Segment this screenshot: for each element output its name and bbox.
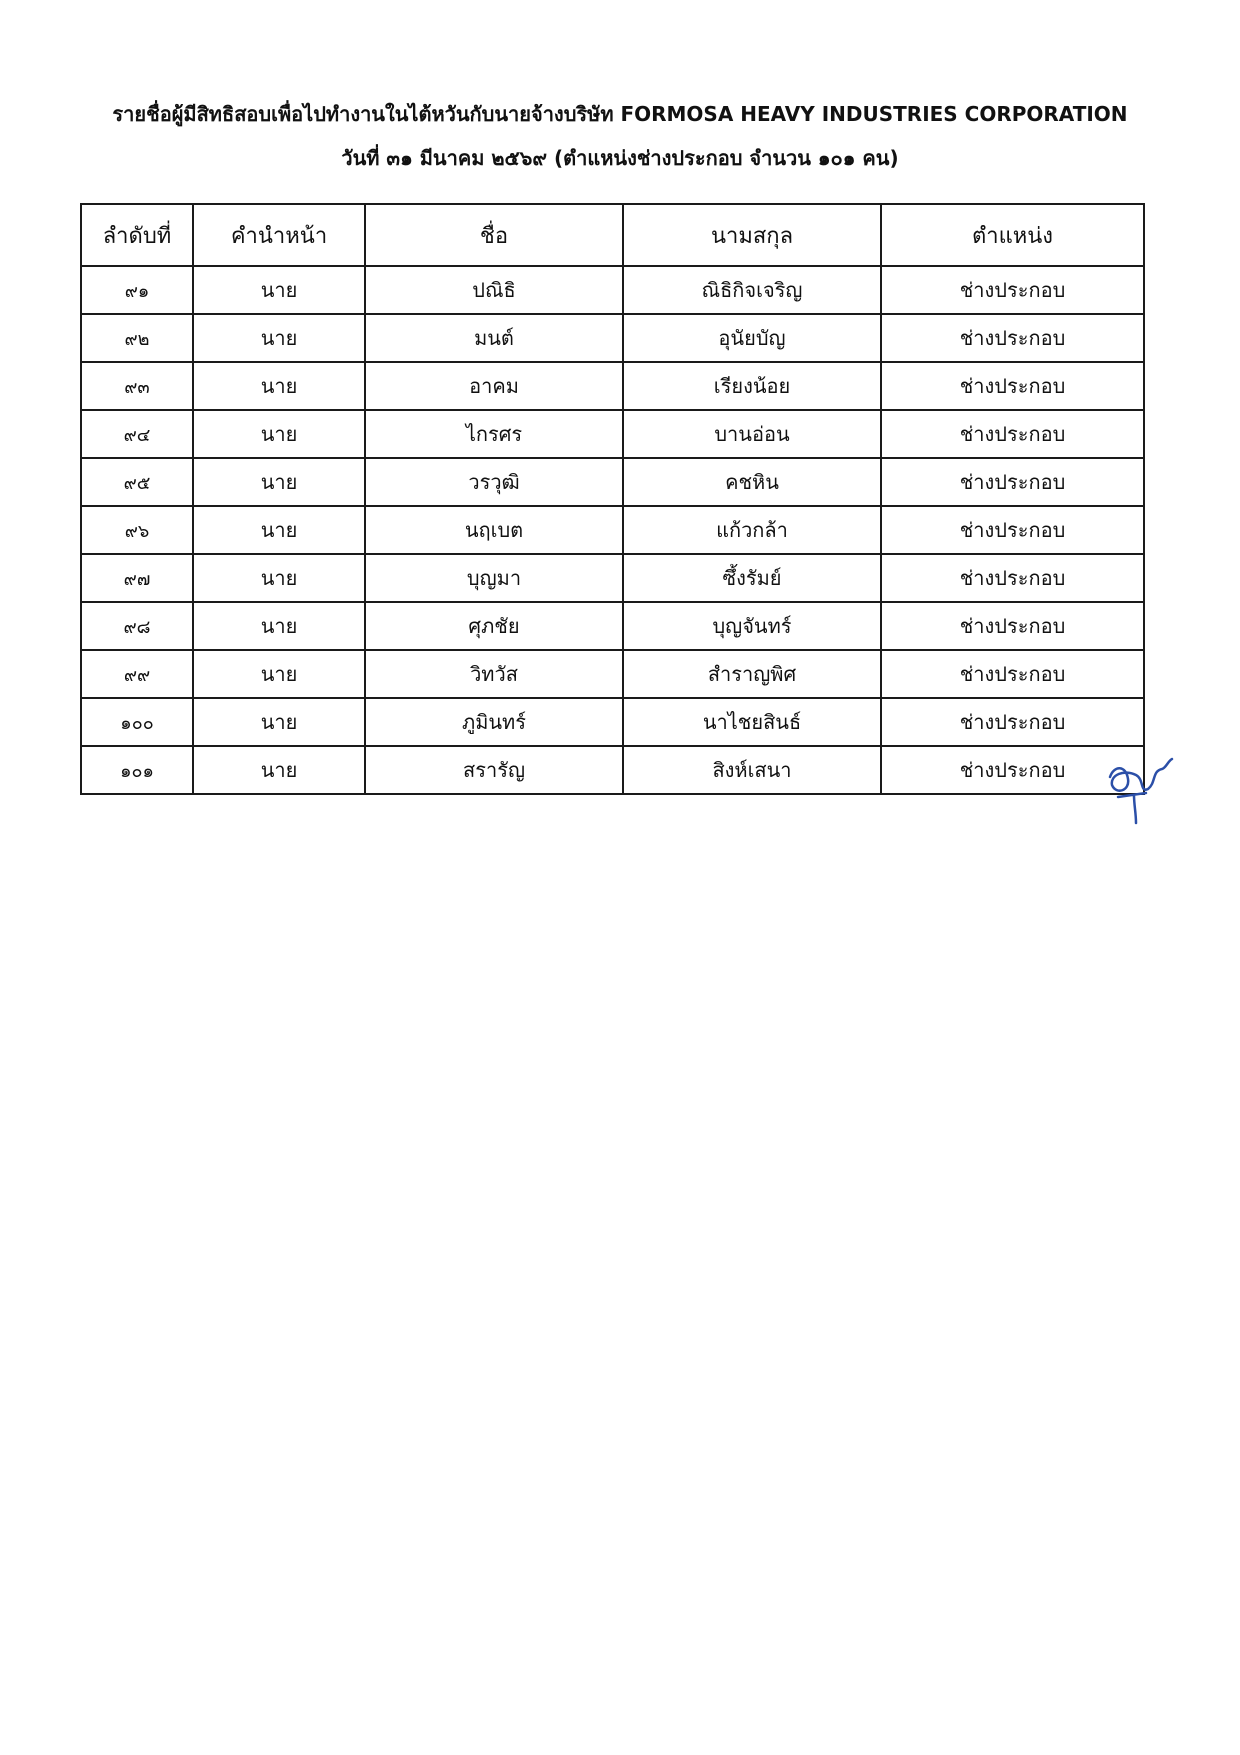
row-prefix: นาย: [193, 602, 365, 650]
table-row: [81, 266, 1144, 314]
row-last-name: บานอ่อน: [623, 410, 881, 458]
row-number: ๙๖: [81, 506, 193, 554]
row-position: ช่างประกอบ: [881, 458, 1144, 506]
signature-stroke: [1110, 759, 1172, 823]
row-last-name: แก้วกล้า: [623, 506, 881, 554]
row-position: ช่างประกอบ: [881, 506, 1144, 554]
table-row: [81, 554, 1144, 602]
row-prefix: นาย: [193, 554, 365, 602]
row-first-name: บุญมา: [365, 554, 623, 602]
row-number: ๑๐๐: [81, 698, 193, 746]
row-number: ๙๑: [81, 266, 193, 314]
table-row: [81, 458, 1144, 506]
row-position: ช่างประกอบ: [881, 410, 1144, 458]
header-position: ตำแหน่ง: [881, 204, 1144, 266]
table-row: [81, 410, 1144, 458]
row-first-name: วิทวัส: [365, 650, 623, 698]
candidate-table: [80, 203, 1145, 795]
row-last-name: คชหิน: [623, 458, 881, 506]
row-number: ๙๕: [81, 458, 193, 506]
row-prefix: นาย: [193, 458, 365, 506]
row-prefix: นาย: [193, 746, 365, 794]
row-last-name: ณิธิกิจเจริญ: [623, 266, 881, 314]
row-prefix: นาย: [193, 410, 365, 458]
row-first-name: ปณิธิ: [365, 266, 623, 314]
row-first-name: วรวุฒิ: [365, 458, 623, 506]
row-number: ๙๘: [81, 602, 193, 650]
row-prefix: นาย: [193, 266, 365, 314]
row-number: ๑๐๑: [81, 746, 193, 794]
row-first-name: ไกรศร: [365, 410, 623, 458]
table-row: [81, 698, 1144, 746]
row-first-name: สรารัญ: [365, 746, 623, 794]
row-last-name: บุญจันทร์: [623, 602, 881, 650]
row-prefix: นาย: [193, 362, 365, 410]
row-number: ๙๒: [81, 314, 193, 362]
header-last-name: นามสกุล: [623, 204, 881, 266]
header-no: ลำดับที่: [81, 204, 193, 266]
row-last-name: นาไชยสินธ์: [623, 698, 881, 746]
row-first-name: ศุภชัย: [365, 602, 623, 650]
row-prefix: นาย: [193, 314, 365, 362]
row-number: ๙๓: [81, 362, 193, 410]
row-last-name: สิงห์เสนา: [623, 746, 881, 794]
document-subtitle: วันที่ ๓๑ มีนาคม ๒๕๖๙ (ตำแหน่งช่างประกอบ จำนวน ๑๐๑ คน): [341, 146, 899, 170]
row-first-name: ภูมินทร์: [365, 698, 623, 746]
row-prefix: นาย: [193, 698, 365, 746]
table-row: [81, 506, 1144, 554]
row-position: ช่างประกอบ: [881, 314, 1144, 362]
row-position: ช่างประกอบ: [881, 266, 1144, 314]
row-first-name: มนต์: [365, 314, 623, 362]
row-number: ๙๗: [81, 554, 193, 602]
row-position: ช่างประกอบ: [881, 650, 1144, 698]
row-number: ๙๙: [81, 650, 193, 698]
row-position: ช่างประกอบ: [881, 698, 1144, 746]
row-prefix: นาย: [193, 650, 365, 698]
table-row: [81, 362, 1144, 410]
row-last-name: ซึ้งรัมย์: [623, 554, 881, 602]
header-first-name: ชื่อ: [365, 204, 623, 266]
document-title: รายชื่อผู้มีสิทธิสอบเพื่อไปทำงานในไต้หวันกับนายจ้างบริษัท FORMOSA HEAVY INDUSTRIES CORPORATION: [112, 102, 1128, 126]
row-last-name: อุนัยบัญ: [623, 314, 881, 362]
row-last-name: เรียงน้อย: [623, 362, 881, 410]
table-row: [81, 314, 1144, 362]
table-header-row: [81, 204, 1144, 266]
table-row: [81, 746, 1144, 794]
row-last-name: สำราญพิศ: [623, 650, 881, 698]
row-first-name: นฤเบต: [365, 506, 623, 554]
handwritten-signature: [1100, 735, 1180, 835]
row-prefix: นาย: [193, 506, 365, 554]
header-prefix: คำนำหน้า: [193, 204, 365, 266]
row-number: ๙๔: [81, 410, 193, 458]
row-position: ช่างประกอบ: [881, 554, 1144, 602]
row-position: ช่างประกอบ: [881, 602, 1144, 650]
row-position: ช่างประกอบ: [881, 362, 1144, 410]
row-first-name: อาคม: [365, 362, 623, 410]
row-position: ช่างประกอบ: [881, 746, 1144, 794]
table-row: [81, 602, 1144, 650]
table-row: [81, 650, 1144, 698]
